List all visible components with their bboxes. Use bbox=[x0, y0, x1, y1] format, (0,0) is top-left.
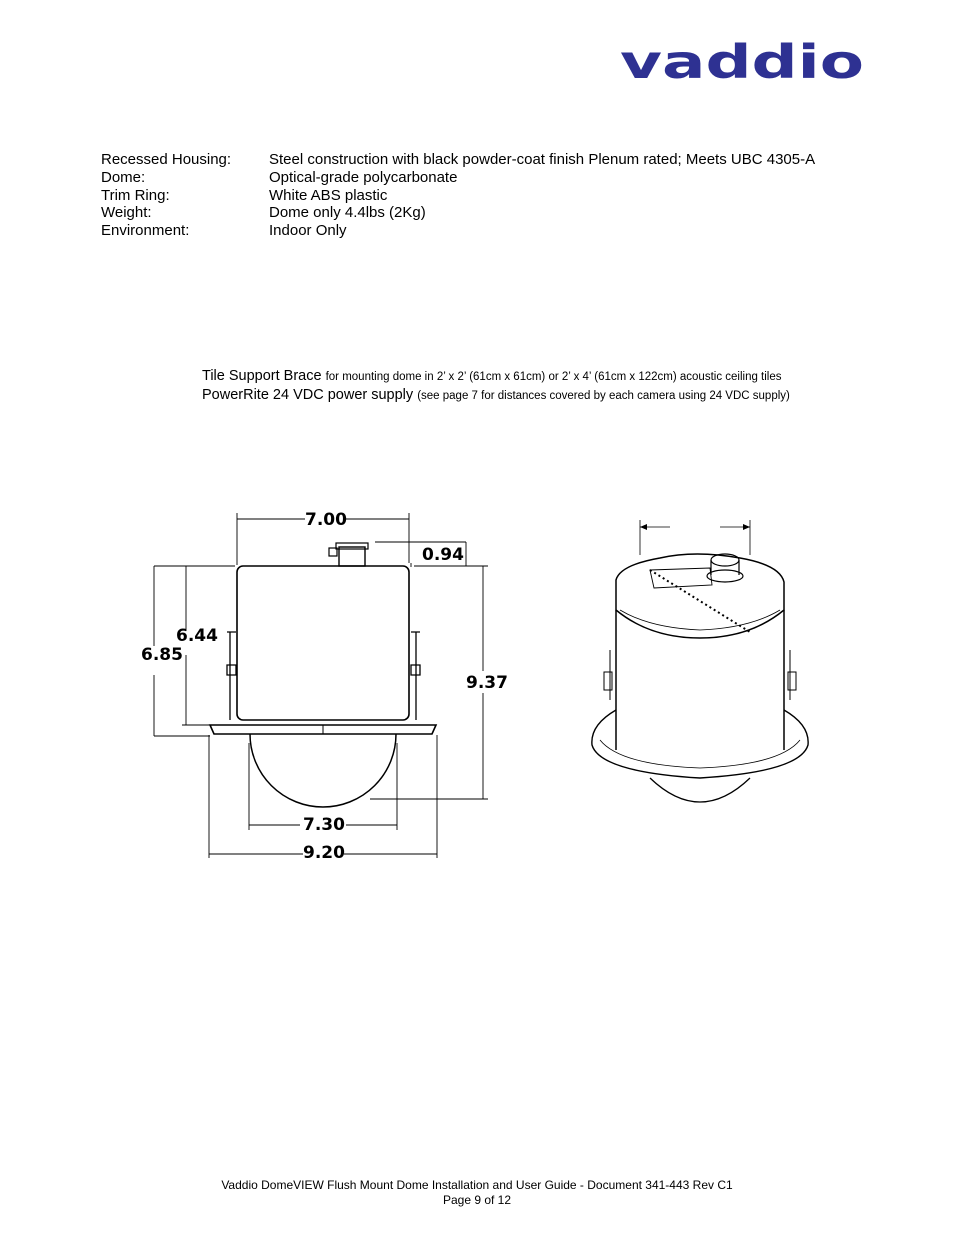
accessory-name: Tile Support Brace bbox=[202, 368, 322, 384]
isometric-drawing bbox=[580, 510, 820, 810]
spec-value: Optical-grade polycarbonate bbox=[269, 168, 458, 186]
accessory-note: for mounting dome in 2’ x 2’ (61cm x 61cm) or 2’ x 4’ (61cm x 122cm) acoustic ceiling tiles bbox=[325, 371, 782, 383]
dome-outline bbox=[250, 734, 396, 807]
spec-label: Environment: bbox=[101, 222, 190, 240]
connector-cap bbox=[336, 543, 368, 549]
spec-row bbox=[101, 187, 815, 205]
spec-row bbox=[101, 169, 815, 187]
spec-row bbox=[101, 151, 815, 169]
spec-label: Dome: bbox=[101, 168, 146, 186]
dim-offset: 0.94 bbox=[422, 545, 464, 565]
spec-label: Weight: bbox=[101, 204, 152, 222]
dim-trim-width: 9.20 bbox=[303, 843, 345, 863]
iso-housing-body bbox=[616, 610, 784, 750]
spec-row bbox=[101, 204, 815, 222]
spec-row bbox=[101, 222, 815, 240]
housing-outline bbox=[237, 566, 409, 720]
page-footer bbox=[0, 1178, 954, 1207]
spec-label: Recessed Housing: bbox=[101, 151, 232, 168]
accessory-note: (see page 7 for distances covered by each camera using 24 VDC supply) bbox=[417, 390, 790, 402]
left-clip bbox=[227, 632, 236, 720]
logo-wordmark: vaddio bbox=[620, 40, 864, 86]
accessory-name: PowerRite 24 VDC power supply bbox=[202, 387, 414, 403]
connector-outline bbox=[339, 547, 365, 566]
iso-housing-top bbox=[616, 554, 784, 638]
accessory-list bbox=[202, 367, 790, 405]
spec-label: Trim Ring: bbox=[101, 186, 170, 204]
spec-value: White ABS plastic bbox=[269, 186, 388, 204]
footer-page-number: Page 9 of 12 bbox=[442, 1192, 512, 1207]
dim-top-width: 7.00 bbox=[305, 510, 347, 530]
iso-dome bbox=[650, 778, 750, 802]
vaddio-logo bbox=[620, 40, 866, 86]
accessory-item bbox=[202, 367, 790, 386]
right-clip bbox=[411, 632, 420, 720]
footer-document-title: Vaddio DomeVIEW Flush Mount Dome Installation and User Guide - Document 341-443 Rev C1 bbox=[221, 1178, 733, 1192]
spec-table bbox=[101, 151, 815, 240]
spec-value: Steel construction with black powder-coat finish Plenum rated; Meets UBC 4305-A bbox=[269, 151, 816, 168]
dim-total-height: 9.37 bbox=[466, 673, 508, 693]
dim-overall-height: 6.85 bbox=[141, 645, 183, 665]
dim-housing-height: 6.44 bbox=[176, 626, 218, 646]
spec-value: Dome only 4.4lbs (2Kg) bbox=[269, 204, 426, 222]
accessory-item bbox=[202, 386, 790, 405]
dim-dome-width: 7.30 bbox=[303, 815, 345, 835]
dimension-drawing bbox=[130, 505, 530, 865]
spec-value: Indoor Only bbox=[269, 222, 347, 240]
